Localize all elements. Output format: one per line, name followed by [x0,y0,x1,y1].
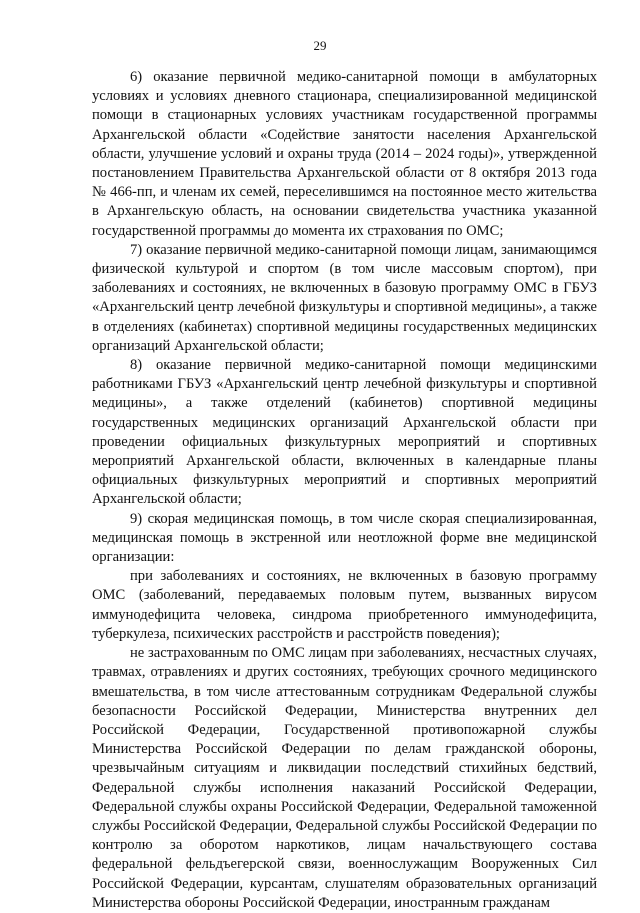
paragraph-item-9: 9) скорая медицинская помощь, в том числе скорая специализированная, медицинская помощь в экстренной или неотложной форме вне медицинской организации: [92,510,597,566]
document-body [92,68,597,913]
paragraph-item-8: 8) оказание первичной медико-санитарной помощи медицинскими работниками ГБУЗ «Архангельский центр лечебной физкультуры и спортивной медицины», а также отделений (кабинетов) спортивной медицины государственных медицинских организаций Архангельской области при проведении официальных физкультурных мероприятий и спортивных мероприятий Архангельской области, включенных в календарные планы официальных физкультурных мероприятий и спортивных мероприятий Архангельской области; [92,357,597,508]
page-number: 29 [313,38,327,53]
paragraph-item-7: 7) оказание первичной медико-санитарной помощи лицам, занимающимся физической культурой и спортом (в том числе массовым спортом), при заболеваниях и состояниях, не включенных в базовую программу ОМС в ГБУЗ «Архангельский центр лечебной физкультуры и спортивной медицины», а также в отделениях (кабинетах) спортивной медицины государственных медицинских организаций Архангельской области; [92,241,597,354]
paragraph-item-9-case-2: не застрахованным по ОМС лицам при заболеваниях, несчастных случаях, травмах, отравлениях и других состояниях, требующих срочного медицинского вмешательства, в том числе аттестованным сотрудникам Федеральной службы безопасности Российской Федерации, Министерства внутренних дел Российской Федерации, Государственной противопожарной службы Министерства Российской Федерации по делам гражданской обороны, чрезвычайным ситуациям и ликвидации последствий стихийных бедствий, Федеральной службы исполнения наказаний Российской Федерации, Федеральной службы охраны Российской Федерации, Федеральной таможенной службы Российской Федерации, Федеральной службы Российской Федерации по контролю за оборотом наркотиков, лицам начальствующего состава федеральной фельдъегерской связи, военнослужащим Вооруженных Сил Российской Федерации, курсантам, слушателям образовательных организаций Министерства обороны Российской Федерации, иностранным гражданам [92,645,597,911]
paragraph-item-6: 6) оказание первичной медико-санитарной помощи в амбулаторных условиях и условиях дневного стационара, специализированной медицинской помощи в стационарных условиях участникам государственной программы Архангельской области «Содействие занятости населения Архангельской области, улучшение условий и охраны труда (2014 – 2024 годы)», утвержденной постановлением Правительства Архангельской области от 8 октября 2013 года № 466-пп, и членам их семей, переселившимся на постоянное место жительства в Архангельскую область, на основании свидетельства участника указанной государственной программы до момента их страхования по ОМС; [92,69,597,239]
paragraph-item-9-case-1: при заболеваниях и состояниях, не включенных в базовую программу ОМС (заболеваний, передаваемых половым путем, вызванных вирусом иммунодефицита человека, синдрома приобретенного иммунодефицита, туберкулеза, психических расстройств и расстройств поведения); [92,568,597,642]
